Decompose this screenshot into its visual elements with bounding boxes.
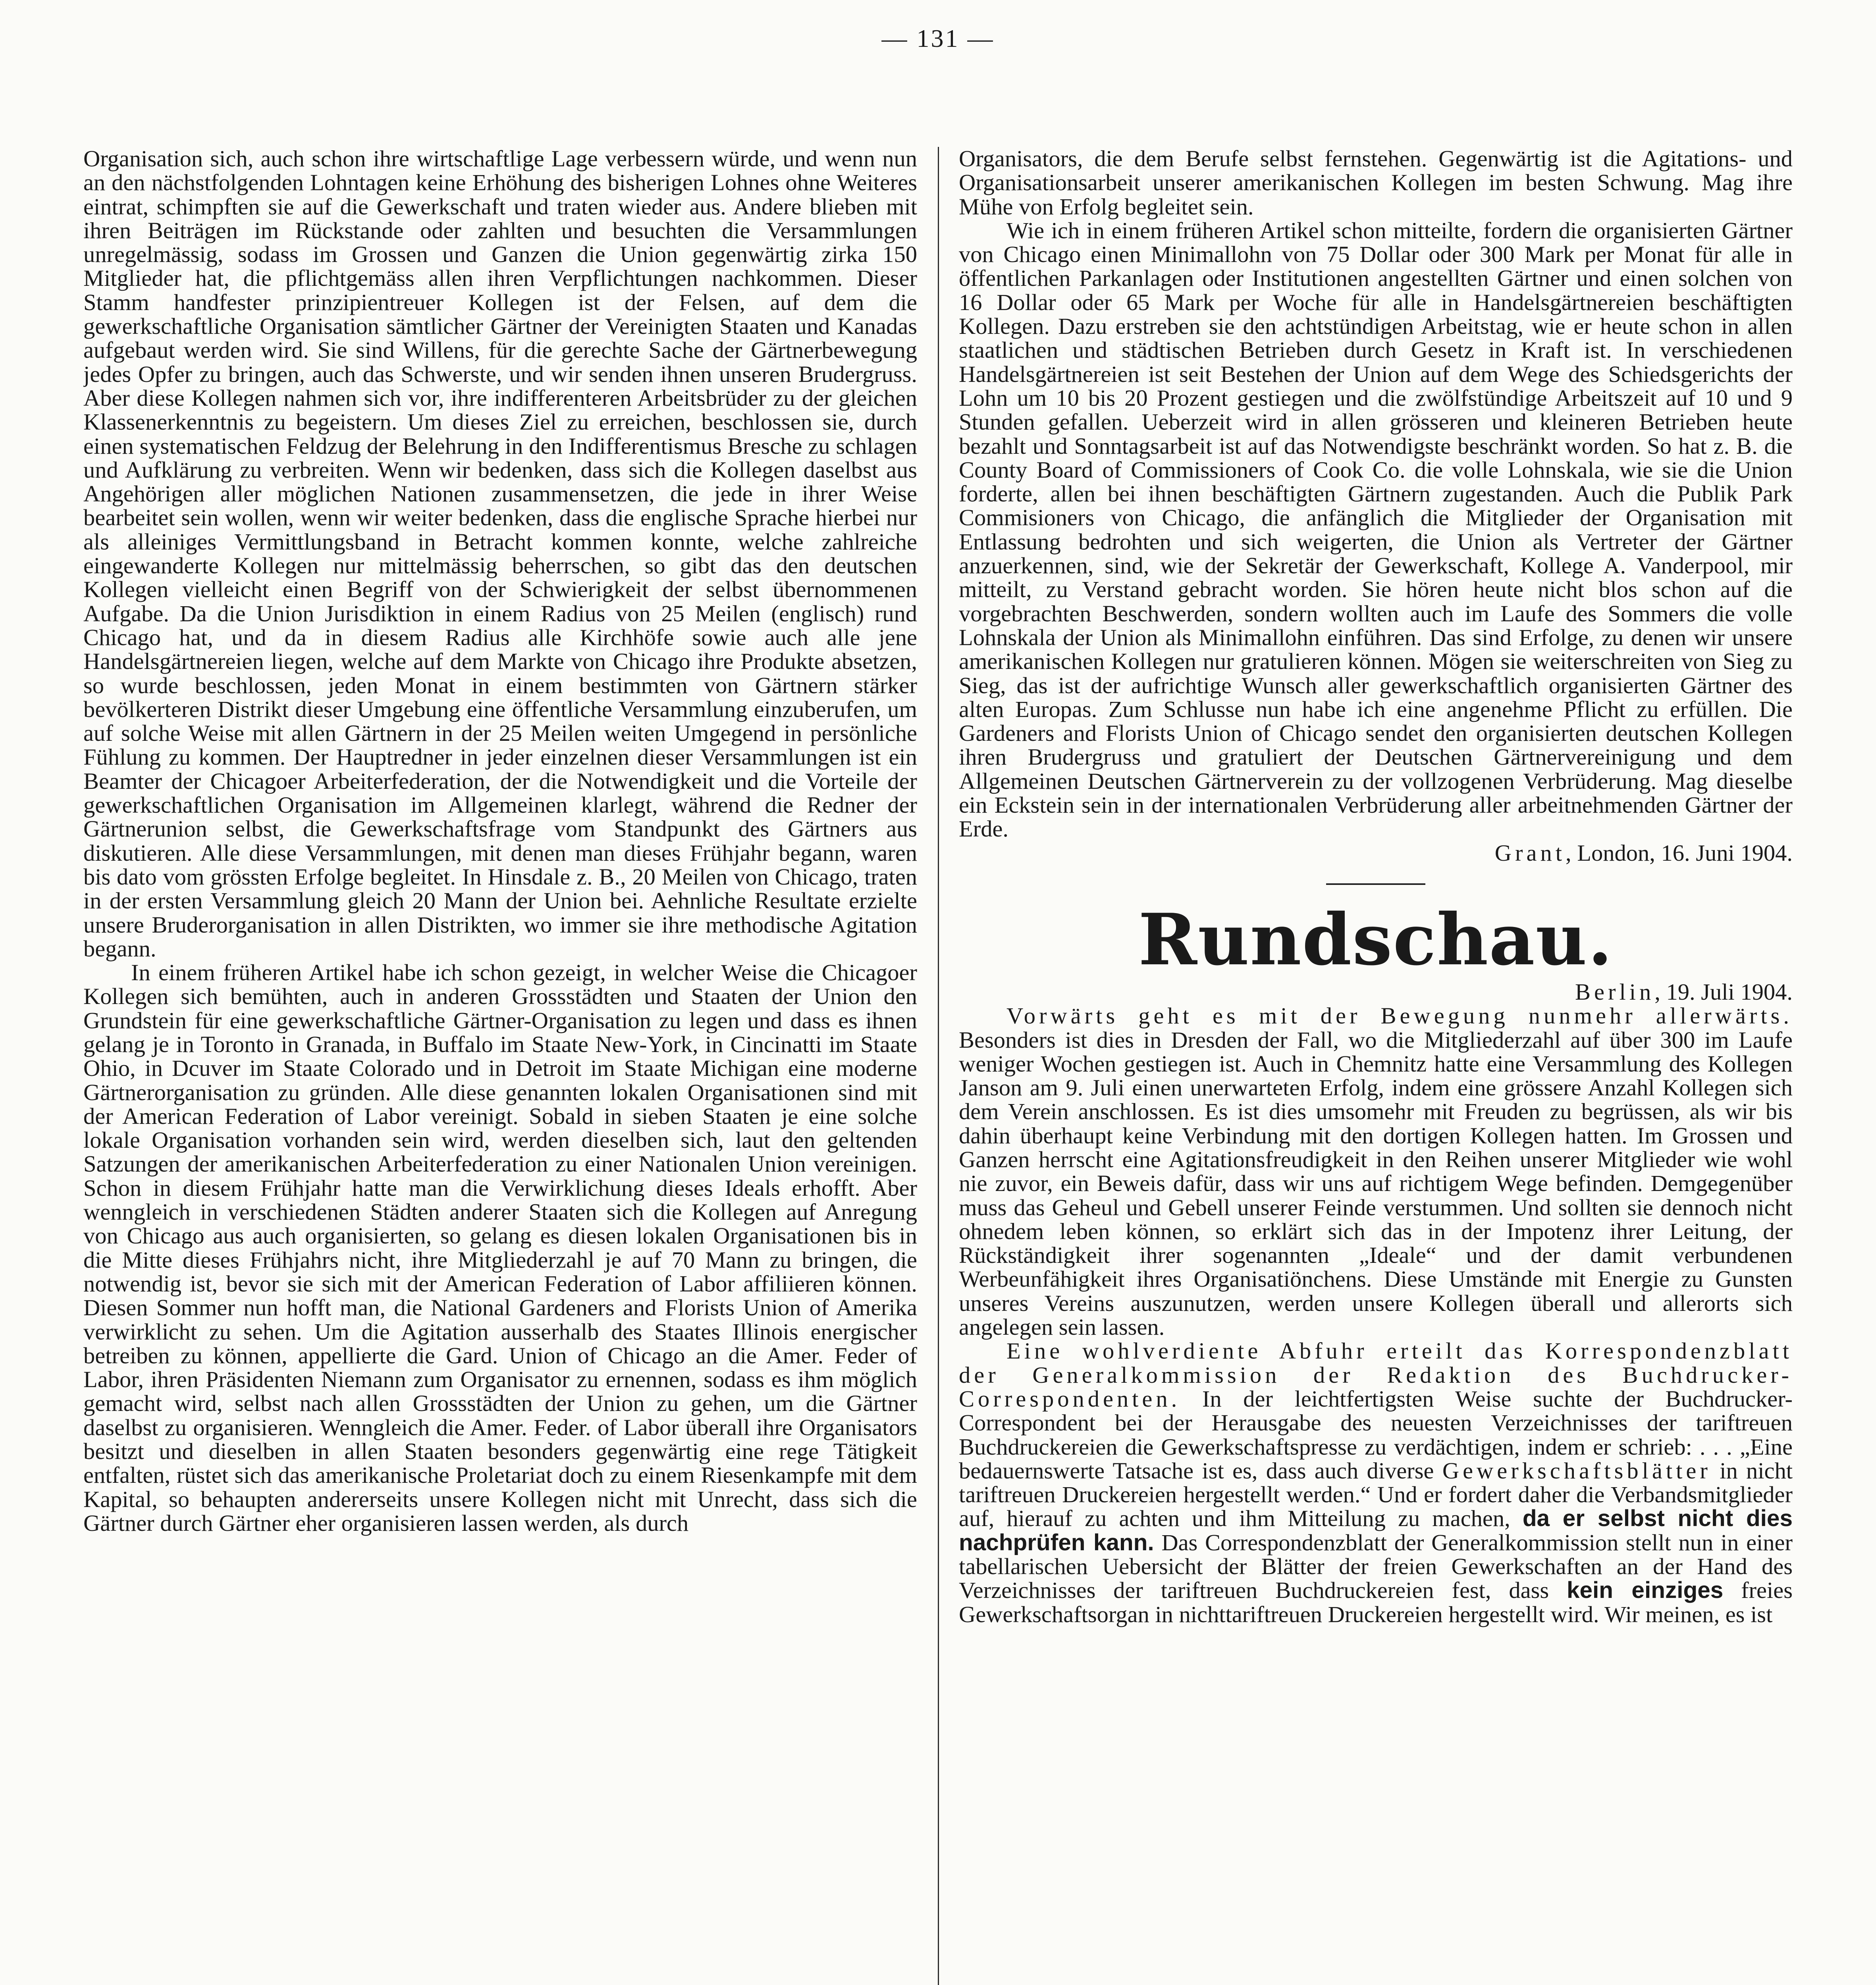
left-column [83,147,917,1985]
rundschau-paragraph-2 [959,1339,1793,1627]
rundschau-p1-body: Besonders ist dies in Dresden der Fall, wo die Mitgliederzahl auf über 300 im Laufe weniger Wochen gestiegen ist. Auch in Chemnitz hatte eine Versammlung des Kollegen Janson am 9. Juli einen unerwarteten Erfolg, indem eine grössere Anzahl Kollegen sich dem Verein anschlossen. Es ist dies umsomehr mit Freuden zu begrüssen, als wir bis dahin überhaupt keine Verbindung mit den dortigen Kollegen hatten. Im Grossen und Ganzen herrscht eine Agitationsfreudigkeit in den Reihen unserer Mitglieder wie wohl nie zuvor, ein Beweis dafür, dass wir uns auf richtigem Wege befinden. Demgegenüber muss das Geheul und Gebell unserer Feinde verstummen. Und sollten sie dennoch nicht ohnedem leben können, so erklärt sich das in der Impotenz ihrer Leitung, der Rückständigkeit ihrer sogenannten „Ideale“ und der damit verbundenen Werbeunfähigkeit ihres Organisatiönchens. Diese Umstände mit Energie zu Gunsten unseres Vereins auszunutzen, werden unsere Kollegen überall und allerorts sich angelegen sein lassen. [959,1027,1793,1340]
right-intro-paragraph-2: Wie ich in einem früheren Artikel schon mitteilte, fordern die organisierten Gärtner von Chicago einen Minimallohn von 75 Dollar oder 300 Mark per Monat für alle in öffentlichen Parkanlagen oder Institutionen angestellten Gärtner und einen solchen von 16 Dollar oder 65 Mark per Woche für alle in Handelsgärtnereien beschäftigten Kollegen. Dazu erstreben sie den achtstündigen Arbeitstag, wie er heute schon in allen staatlichen und städtischen Betrieben durch Gesetz in Kraft ist. In verschiedenen Handelsgärtnereien ist seit Bestehen der Union auf dem Wege des Schiedsgerichts der Lohn um 10 bis 20 Prozent gestiegen und die zwölfstündige Arbeitszeit auf 10 und 9 Stunden gefallen. Ueberzeit wird in allen grösseren und kleineren Betrieben heute bezahlt und Sonntagsarbeit ist auf das Notwendigste beschränkt worden. So hat z. B. die County Board of Commissioners of Cook Co. die volle Lohnskala, wie sie die Union forderte, allen bei ihnen beschäftigten Gärtnern zugestanden. Auch die Publik Park Commisioners von Chicago, die anfänglich die Mitglieder der Organisation mit Entlassung bedrohten und sich weigerten, die Union als Vertreter der Gärtner anzuerkennen, sind, wie der Sekretär der Gewerkschaft, Kollege A. Vanderpool, mir mitteilt, zu Verstand gebracht worden. Sie hören heute nicht blos schon auf die vorgebrachten Beschwerden, sondern wollten auch im Laufe des Sommers die volle Lohnskala der Union als Minimallohn einführen. Das sind Erfolge, zu denen wir unsere amerikanischen Kollegen nur gratulieren können. Mögen sie weiterschreiten von Sieg zu Sieg, das ist der aufrichtige Wunsch aller gewerkschaftlich organisierten Gärtner des alten Europas. Zum Schlusse nun habe ich eine angenehme Pflicht zu erfüllen. Die Gardeners and Florists Union of Chicago sendet den organisierten deutschen Kollegen ihren Brudergruss und gratuliert der Deutschen Gärtnervereinigung und dem Allgemeinen Deutschen Gärtnerverein zu der vollzogenen Verbrüderung. Mag dieselbe ein Eckstein sein in der internationalen Verbrüderung aller arbeitnehmenden Gärtner der Erde. [959,217,1793,842]
right-intro-paragraph-1: Organisators, die dem Berufe selbst fernstehen. Gegenwärtig ist die Agitations- und Organisationsarbeit unserer amerikanischen Kollegen im besten Schwung. Mag ihre Mühe von Erfolg begleitet sein. [959,147,1793,220]
rundschau-p2-text-c: Das Correspondenzblatt der Generalkommission stellt nun in einer tabellarischen Uebersicht der Blätter der freien Gewerkschaften an der Hand des Verzeichnisses der tariftreuen Buchdruckereien fest, dass [959,1529,1793,1603]
page-number: — 131 — [881,24,995,52]
right-column [959,147,1793,1985]
left-paragraph-2: In einem früheren Artikel habe ich schon gezeigt, in welcher Weise die Chicagoer Kollegen sich bemühten, auch in anderen Grossstädten und Staaten der Union den Grundstein für eine gewerkschaftliche Gärtner-Organisation zu legen und dass es ihnen gelang je in Toronto in Granada, in Buffalo im Staate New-York, in Cincinatti im Staate Ohio, in Dcuver im Staate Colorado und in Detroit im Staate Michigan eine moderne Gärtnerorganisation zu gründen. Alle diese genannten lokalen Organisationen sind mit der American Federation of Labor vereinigt. Sobald in sieben Staaten je eine solche lokale Organisation vorhanden sein wird, werden dieselben sich, laut den geltenden Satzungen der amerikanischen Arbeiterfederation zu einer Nationalen Union vereinigen. Schon in diesem Frühjahr hatte man die Verwirklichung dieses Ideals erhofft. Aber wenngleich in verschiedenen Städten anderer Staaten sich die Kollegen auf Anregung von Chicago aus auch organisierten, so gelang es diesen lokalen Organisationen bis in die Mitte dieses Frühjahrs nicht, ihre Mitgliederzahl je auf 70 Mann zu bringen, die notwendig ist, bevor sie sich mit der American Federation of Labor affiliieren können. Diesen Sommer nun hofft man, die National Gardeners and Florists Union of Amerika verwirklicht zu sehen. Um die Agitation ausserhalb des Staates Illinois energischer betreiben zu können, appellierte die Gard. Union of Chicago an die Amer. Feder of Labor, ihren Präsidenten Niemann zum Organisator zu ernennen, sodass es ihm möglich gemacht wird, selbst nach allen Grossstädten der Union zu gehen, um die Gärtner daselbst zu organisieren. Wenngleich die Amer. Feder. of Labor überall ihre Organisators besitzt und dieselben in allen Staaten besonders gegenwärtig eine rege Tätigkeit entfalten, rüstet sich das amerikanische Proletariat doch zu einem Riesenkampfe mit dem Kapital, so behaupten andererseits unsere Kollegen nicht mit Unrecht, dass sich die Gärtner durch Gärtner eher organisieren lassen werden, als durch [83,960,917,1536]
rundschau-p2-lead: Eine wohlverdiente Abfuhr erteilt das Korrespondenzblatt der Generalkommission der Redaktion des Buchdrucker-Correspondenten. [959,1338,1793,1412]
signature-name: Grant [1494,840,1566,866]
dateline-date: , 19. Juli 1904. [1654,979,1793,1005]
rundschau-p2-bold-1: da er selbst nicht dies nachprüfen kann. [959,1505,1793,1555]
section-separator-rule [1326,883,1425,885]
section-heading: Rundschau. [1138,898,1613,981]
left-paragraph-1: Organisation sich, auch schon ihre wirtschaftlige Lage verbessern würde, und wenn nun an den nächstfolgenden Lohntagen keine Erhöhung des bisherigen Lohnes ohne Weiteres eintrat, schimpften sie auf die Gewerkschaft und traten wieder aus. Andere blieben mit ihren Beiträgen im Rückstande oder zahlten und besuchten die Versammlungen unregelmässig, sodass im Grossen und Ganzen die Union gegenwärtig zirka 150 Mitglieder hat, die pflichtgemäss allen ihren Verpflichtungen nachkommen. Dieser Stamm handfester prinzipientreuer Kollegen ist der Felsen, auf dem die gewerkschaftliche Organisation sämtlicher Gärtner der Vereinigten Staaten und Kanadas aufgebaut werden wird. Sie sind Willens, für die gerechte Sache der Gärtnerbewegung jedes Opfer zu bringen, auch das Schwerste, und wir senden ihnen unseren Brudergruss. Aber diese Kollegen nahmen sich vor, ihre indifferenteren Arbeitsbrüder zu der gleichen Klassenerkenntnis zu begeistern. Um dieses Ziel zu erreichen, beschlossen sie, durch einen systematischen Feldzug der Belehrung in den Indifferentismus Bresche zu schlagen und Aufklärung zu verbreiten. Wenn wir bedenken, dass sich die Kollegen daselbst aus Angehörigen aller möglichen Nationen zusammensetzen, die jede in ihrer Weise bearbeitet sein wollen, wenn wir weiter bedenken, dass die englische Sprache hierbei nur als alleiniges Vermittlungsband in Betracht kommen konnte, welche zahlreiche eingewanderte Kollegen nur mittelmässig beherrschen, so gibt das den deutschen Kollegen vielleicht einen Begriff von der Schwierigkeit der selbst übernommenen Aufgabe. Da die Union Jurisdiktion in einem Radius von 25 Meilen (englisch) rund Chicago hat, und da in diesem Radius alle Kirchhöfe sowie auch alle jene Handelsgärtnereien liegen, welche auf dem Markte von Chicago ihre Produkte absetzen, so wurde beschlossen, jeden Monat in einem bestimmten von Gärtnern stärker bevölkerteren Distrikt dieser Umgebung eine öffentliche Versammlung einzuberufen, um auf solche Weise mit allen Gärtnern in der 25 Meilen weiten Umgegend in persönliche Fühlung zu kommen. Der Hauptredner in jeder einzelnen dieser Versammlungen ist ein Beamter der Chicagoer Arbeiterfederation, der die Notwendigkeit und die Vorteile der gewerkschaftlichen Organisation im Allgemeinen klarlegt, während die Redner der Gärtnerunion selbst, die Gewerkschaftsfrage vom Standpunkt des Gärtners aus diskutieren. Alle diese Versammlungen, mit denen man dieses Frühjahr begann, waren bis dato vom grössten Erfolge begleitet. In Hinsdale z. B., 20 Meilen von Chicago, traten in der ersten Versammlung gleich 20 Mann der Union bei. Aehnliche Resultate erzielte unsere Bruderorganisation in allen Distrikten, wo immer sie ihre methodische Agitation begann. [83,147,917,962]
column-divider [938,147,939,1985]
section-dateline [959,980,1793,1004]
rundschau-p1-lead: Vorwärts geht es mit der Bewegung nunmehr allerwärts. [1006,1003,1793,1029]
dateline-city: Berlin [1575,979,1655,1005]
article-signature [959,841,1793,865]
signature-place: , London, 16. Juni 1904. [1565,840,1793,866]
rundschau-paragraph-1 [959,1004,1793,1339]
rundschau-p2-text-a: In der leichtfertigsten Weise suchte der Buchdrucker-Correspondent bei der Herausgabe des neuesten Verzeichnisses der tariftreuen Buchdruckereien die Gewerkschaftspresse zu verdächtigen, indem er schrieb: . . . „Eine bedauernswerte Tatsache ist es, dass auch diverse [959,1386,1793,1484]
rundschau-p2-text-end: freies Gewerkschaftsorgan in nichttariftreuen Druckereien hergestellt wird. Wir meinen, es ist [959,1577,1793,1627]
rundschau-p2-text-b: in nicht tariftreuen Druckereien hergestellt werden.“ Und er fordert daher die Verbandsmitglieder auf, hierauf zu achten und ihm Mitteilung zu machen, [959,1457,1793,1532]
rundschau-p2-bold-2: kein einziges [1566,1577,1724,1603]
rundschau-p2-spaced-term: Gewerkschaftsblätter [1442,1457,1711,1484]
